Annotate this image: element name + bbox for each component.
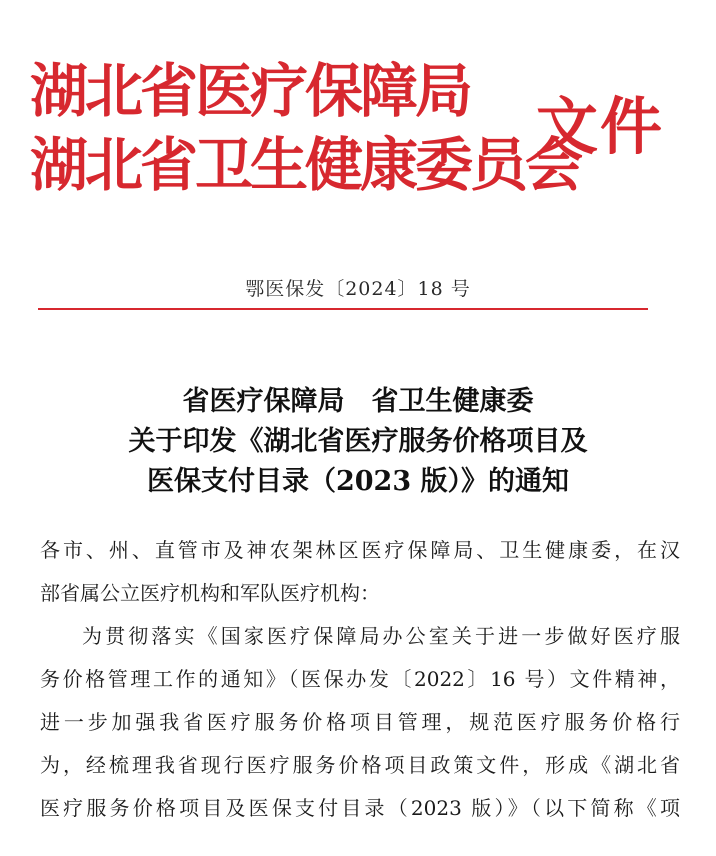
notice-title-line-1: 省医疗保障局 省卫生健康委 [182, 386, 534, 417]
paragraph-line-1: 为贯彻落实《国家医疗保障局办公室关于进一步做好医疗服 [82, 624, 680, 648]
paragraph-line-3: 进一步加强我省医疗服务价格项目管理，规范医疗服务价格行 [40, 710, 680, 734]
document-number: 鄂医保发〔2024〕18 号 [245, 278, 471, 300]
recipients-line-1: 各市、州、直管市及神农架林区医疗保障局、卫生健康委，在汉 [40, 538, 680, 562]
issuer-name-medical-security-bureau: 湖北省医疗保障局 [30, 57, 471, 125]
paragraph-line-5: 医疗服务价格项目及医保支付目录（2023 版）》（以下简称《项 [40, 796, 680, 820]
document-type-label: 文件 [536, 90, 665, 163]
notice-title-line-3: 医保支付目录（2023 版）》的通知 [146, 466, 570, 497]
paragraph-line-4: 为，经梳理我省现行医疗服务价格项目政策文件，形成《湖北省 [40, 753, 680, 777]
notice-title-line-2: 关于印发《湖北省医疗服务价格项目及 [128, 426, 588, 457]
red-divider-line [38, 308, 648, 310]
issuer-name-health-commission: 湖北省卫生健康委员会 [30, 131, 581, 199]
recipients-line-2: 部省属公立医疗机构和军队医疗机构： [40, 581, 380, 605]
paragraph-line-2: 务价格管理工作的通知》（医保办发〔2022〕16 号）文件精神， [40, 667, 680, 691]
